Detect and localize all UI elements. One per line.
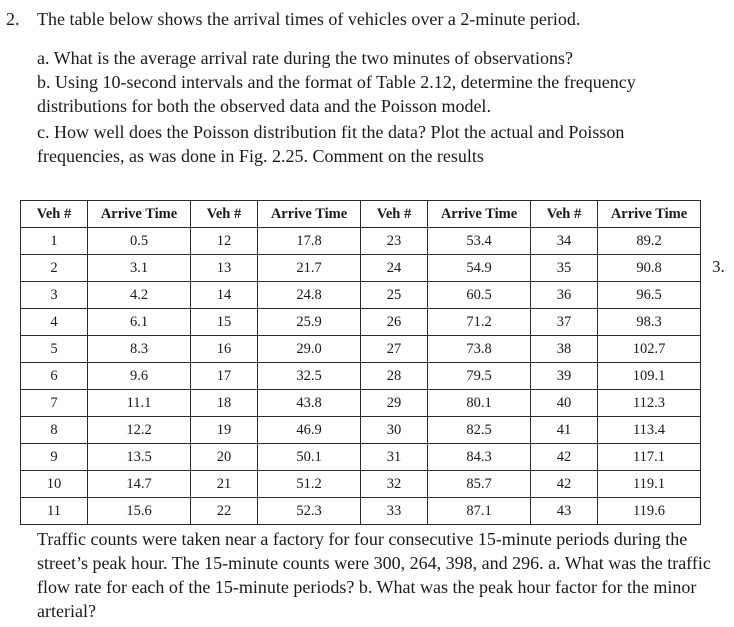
cell-veh-number: 19: [191, 417, 258, 444]
cell-veh-number: 32: [361, 471, 428, 498]
cell-arrive-time: 73.8: [428, 336, 531, 363]
cell-arrive-time: 119.1: [598, 471, 701, 498]
table-row: [21, 417, 701, 444]
part-a: a. What is the average arrival rate during the two minutes of observations?: [37, 48, 573, 68]
cell-veh-number: 43: [531, 498, 598, 525]
question-2-stem: [6, 8, 580, 30]
table-row: [21, 309, 701, 336]
cell-veh-number: 35: [531, 255, 598, 282]
cell-arrive-time: 60.5: [428, 282, 531, 309]
cell-arrive-time: 112.3: [598, 390, 701, 417]
cell-arrive-time: 9.6: [88, 363, 191, 390]
cell-arrive-time: 119.6: [598, 498, 701, 525]
cell-veh-number: 10: [21, 471, 88, 498]
cell-arrive-time: 25.9: [258, 309, 361, 336]
cell-arrive-time: 85.7: [428, 471, 531, 498]
cell-arrive-time: 50.1: [258, 444, 361, 471]
cell-arrive-time: 71.2: [428, 309, 531, 336]
cell-veh-number: 29: [361, 390, 428, 417]
cell-veh-number: 37: [531, 309, 598, 336]
cell-arrive-time: 21.7: [258, 255, 361, 282]
cell-arrive-time: 4.2: [88, 282, 191, 309]
part-b-cont: distributions for both the observed data and the Poisson model.: [37, 96, 491, 116]
cell-veh-number: 3: [21, 282, 88, 309]
cell-arrive-time: 11.1: [88, 390, 191, 417]
arrival-times-table: [20, 200, 701, 525]
cell-veh-number: 15: [191, 309, 258, 336]
cell-arrive-time: 24.8: [258, 282, 361, 309]
cell-arrive-time: 79.5: [428, 363, 531, 390]
cell-arrive-time: 29.0: [258, 336, 361, 363]
cell-arrive-time: 109.1: [598, 363, 701, 390]
cell-veh-number: 1: [21, 228, 88, 255]
side-question-number: 3.: [712, 257, 725, 276]
table-row: [21, 498, 701, 525]
cell-veh-number: 7: [21, 390, 88, 417]
cell-arrive-time: 43.8: [258, 390, 361, 417]
cell-arrive-time: 0.5: [88, 228, 191, 255]
table-row: [21, 228, 701, 255]
header-veh-1: Veh #: [21, 201, 88, 228]
part-c-cont: frequencies, as was done in Fig. 2.25. Comment on the results: [37, 146, 484, 166]
part-b: b. Using 10-second intervals and the format of Table 2.12, determine the frequency: [37, 72, 636, 92]
cell-veh-number: 27: [361, 336, 428, 363]
cell-veh-number: 8: [21, 417, 88, 444]
cell-veh-number: 20: [191, 444, 258, 471]
cell-arrive-time: 98.3: [598, 309, 701, 336]
table-header-row: [21, 201, 701, 228]
table-row: [21, 363, 701, 390]
table-row: [21, 255, 701, 282]
cell-veh-number: 36: [531, 282, 598, 309]
cell-arrive-time: 52.3: [258, 498, 361, 525]
cell-veh-number: 40: [531, 390, 598, 417]
header-arrive-2: Arrive Time: [258, 201, 361, 228]
cell-arrive-time: 6.1: [88, 309, 191, 336]
table-body: [21, 228, 701, 525]
cell-arrive-time: 17.8: [258, 228, 361, 255]
cell-veh-number: 41: [531, 417, 598, 444]
cell-arrive-time: 51.2: [258, 471, 361, 498]
cell-veh-number: 4: [21, 309, 88, 336]
cell-arrive-time: 87.1: [428, 498, 531, 525]
table-row: [21, 282, 701, 309]
part-c: c. How well does the Poisson distribution fit the data? Plot the actual and Poisson: [37, 122, 625, 142]
table-row: [21, 444, 701, 471]
header-veh-4: Veh #: [531, 201, 598, 228]
cell-arrive-time: 80.1: [428, 390, 531, 417]
question-number: 2.: [6, 9, 20, 29]
cell-veh-number: 33: [361, 498, 428, 525]
cell-arrive-time: 102.7: [598, 336, 701, 363]
cell-veh-number: 30: [361, 417, 428, 444]
cell-veh-number: 21: [191, 471, 258, 498]
cell-veh-number: 25: [361, 282, 428, 309]
cell-arrive-time: 113.4: [598, 417, 701, 444]
cell-veh-number: 39: [531, 363, 598, 390]
header-veh-2: Veh #: [191, 201, 258, 228]
cell-veh-number: 28: [361, 363, 428, 390]
cell-arrive-time: 3.1: [88, 255, 191, 282]
cell-arrive-time: 82.5: [428, 417, 531, 444]
cell-arrive-time: 90.8: [598, 255, 701, 282]
cell-veh-number: 6: [21, 363, 88, 390]
cell-veh-number: 24: [361, 255, 428, 282]
cell-veh-number: 42: [531, 471, 598, 498]
cell-veh-number: 38: [531, 336, 598, 363]
cell-veh-number: 18: [191, 390, 258, 417]
header-arrive-3: Arrive Time: [428, 201, 531, 228]
cell-veh-number: 34: [531, 228, 598, 255]
cell-veh-number: 16: [191, 336, 258, 363]
cell-arrive-time: 32.5: [258, 363, 361, 390]
cell-veh-number: 23: [361, 228, 428, 255]
cell-veh-number: 9: [21, 444, 88, 471]
cell-arrive-time: 96.5: [598, 282, 701, 309]
cell-arrive-time: 84.3: [428, 444, 531, 471]
cell-veh-number: 12: [191, 228, 258, 255]
cell-veh-number: 2: [21, 255, 88, 282]
cell-veh-number: 22: [191, 498, 258, 525]
cell-arrive-time: 46.9: [258, 417, 361, 444]
cell-arrive-time: 54.9: [428, 255, 531, 282]
question-3-text: Traffic counts were taken near a factory for four consecutive 15-minute periods during the street’s peak hour. The 15-minute counts were 300, 264, 398, and 296. a. What was the traffic flow rate for each of the 15-minute periods? b. What was the peak hour factor for the minor arterial?: [37, 529, 711, 621]
cell-veh-number: 13: [191, 255, 258, 282]
cell-arrive-time: 53.4: [428, 228, 531, 255]
table-row: [21, 390, 701, 417]
table-row: [21, 471, 701, 498]
header-arrive-4: Arrive Time: [598, 201, 701, 228]
cell-arrive-time: 15.6: [88, 498, 191, 525]
cell-veh-number: 26: [361, 309, 428, 336]
cell-arrive-time: 14.7: [88, 471, 191, 498]
cell-arrive-time: 8.3: [88, 336, 191, 363]
cell-veh-number: 31: [361, 444, 428, 471]
cell-arrive-time: 89.2: [598, 228, 701, 255]
cell-veh-number: 5: [21, 336, 88, 363]
header-arrive-1: Arrive Time: [88, 201, 191, 228]
cell-veh-number: 17: [191, 363, 258, 390]
question-stem: The table below shows the arrival times of vehicles over a 2-minute period.: [37, 9, 581, 29]
cell-veh-number: 42: [531, 444, 598, 471]
cell-veh-number: 14: [191, 282, 258, 309]
cell-arrive-time: 117.1: [598, 444, 701, 471]
cell-arrive-time: 12.2: [88, 417, 191, 444]
cell-arrive-time: 13.5: [88, 444, 191, 471]
cell-veh-number: 11: [21, 498, 88, 525]
header-veh-3: Veh #: [361, 201, 428, 228]
table-row: [21, 336, 701, 363]
